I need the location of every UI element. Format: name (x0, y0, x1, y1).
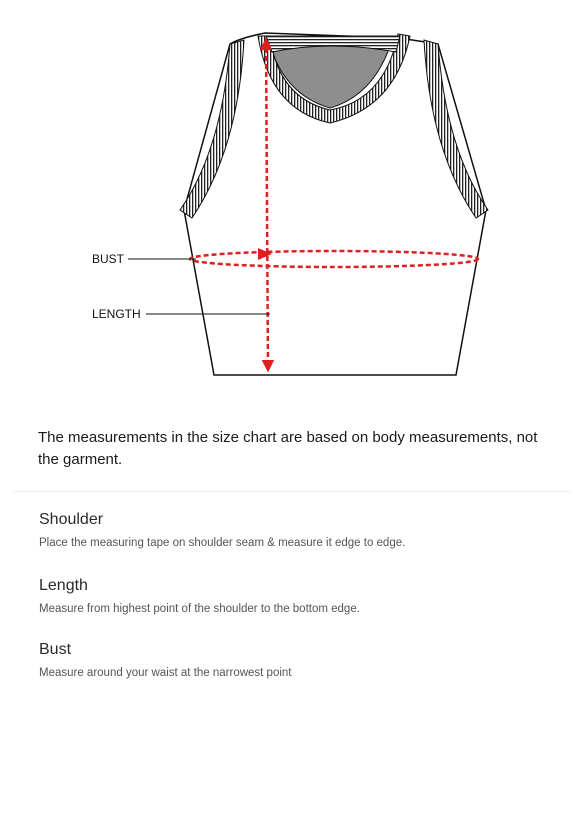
guide-title: Bust (39, 641, 72, 658)
guide-description: Measure around your waist at the narrowest point (39, 667, 292, 679)
guide-title: Length (39, 577, 88, 594)
guide-title: Shoulder (39, 511, 104, 528)
guide-length (39, 576, 559, 617)
garment-diagram (0, 0, 578, 400)
guide-description: Place the measuring tape on shoulder seam & measure it edge to edge. (39, 537, 406, 549)
guide-bust (39, 640, 559, 681)
bust-callout-label: BUST (92, 252, 125, 266)
guide-description: Measure from highest point of the shoulder to the bottom edge. (39, 603, 360, 615)
guide-shoulder (39, 510, 559, 551)
measurement-note: The measurements in the size chart are based on body measurements, not the garment. (38, 429, 538, 468)
length-callout-label: LENGTH (92, 307, 141, 321)
section-divider (14, 491, 570, 492)
